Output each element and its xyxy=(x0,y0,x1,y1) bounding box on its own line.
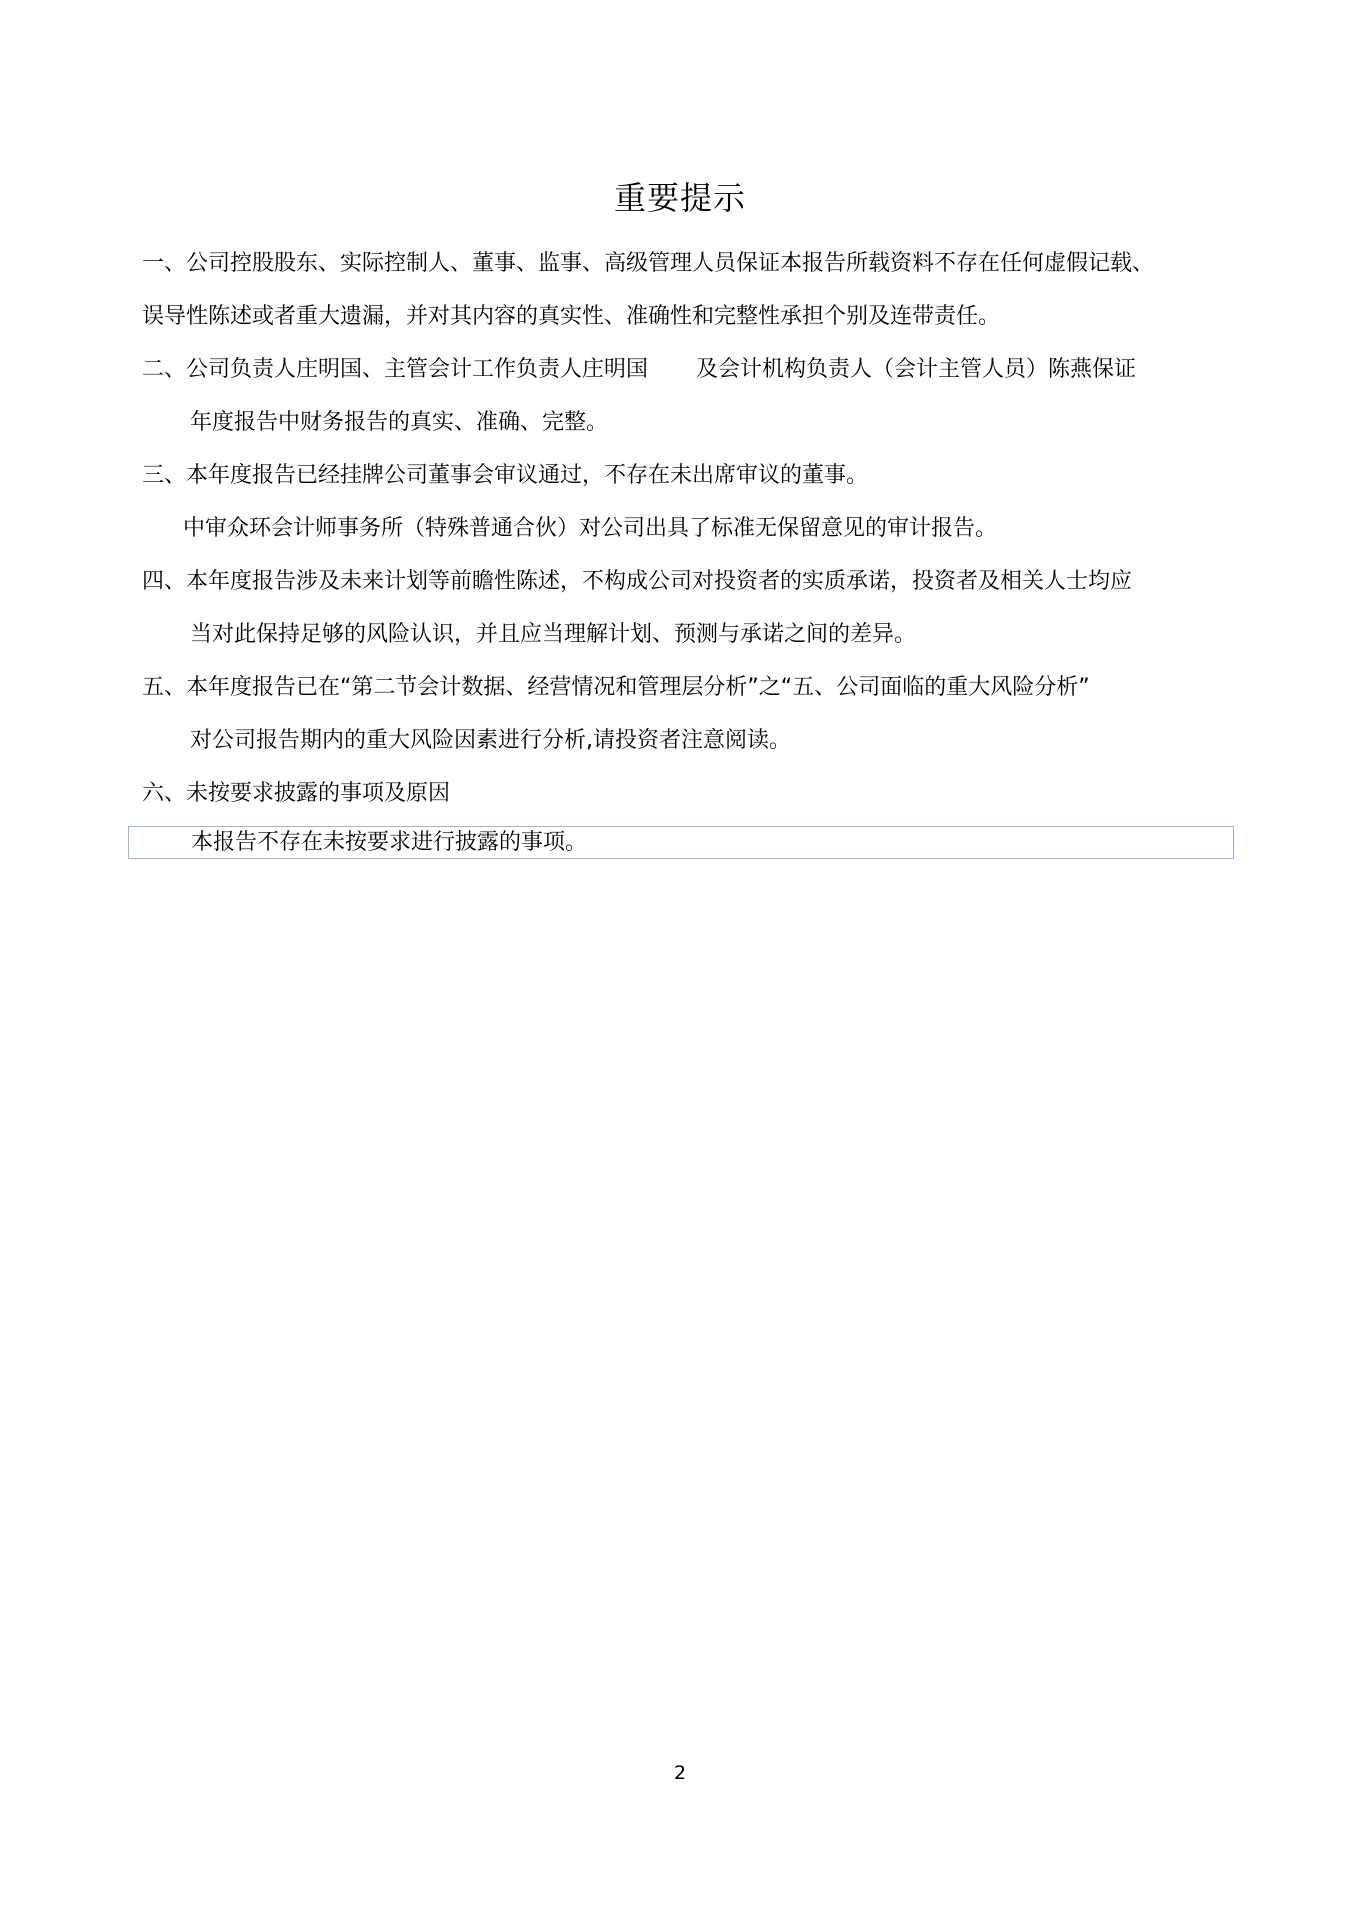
page-number: 2 xyxy=(673,1762,687,1784)
notice-item-6-heading: 六、未按要求披露的事项及原因 xyxy=(142,781,451,806)
undisclosed-matters-box xyxy=(128,826,1234,859)
notice-item-2-part-2: 及会计机构负责人（会计主管人员）陈燕保证 xyxy=(696,357,1137,382)
notice-item-5-line-2: 对公司报告期内的重大风险因素进行分析,请投资者注意阅读。 xyxy=(190,728,791,753)
notice-item-3-line-1: 三、本年度报告已经挂牌公司董事会审议通过，不存在未出席审议的董事。 xyxy=(142,463,869,488)
notice-item-5-line-1: 五、本年度报告已在“第二节会计数据、经营情况和管理层分析”之“五、公司面临的重大风险分析” xyxy=(142,675,1090,700)
notice-item-2-line-1 xyxy=(142,354,1136,386)
notice-item-1-line-2: 误导性陈述或者重大遗漏，并对其内容的真实性、准确性和完整性承担个别及连带责任。 xyxy=(142,304,1001,329)
undisclosed-matters-text: 本报告不存在未按要求进行披露的事项。 xyxy=(191,830,588,855)
notice-item-3-line-2: 中审众环会计师事务所（特殊普通合伙）对公司出具了标准无保留意见的审计报告。 xyxy=(183,516,998,541)
page-title: 重要提示 xyxy=(613,179,746,217)
notice-item-2-part-1: 二、公司负责人庄明国、主管会计工作负责人庄明国 xyxy=(142,357,649,382)
notice-item-2-line-2: 年度报告中财务报告的真实、准确、完整。 xyxy=(190,410,609,435)
notice-item-4-line-1: 四、本年度报告涉及未来计划等前瞻性陈述，不构成公司对投资者的实质承诺，投资者及相关人士均应 xyxy=(142,569,1133,594)
notice-item-4-line-2: 当对此保持足够的风险认识，并且应当理解计划、预测与承诺之间的差异。 xyxy=(190,622,917,647)
notice-item-1-line-1: 一、公司控股股东、实际控制人、董事、监事、高级管理人员保证本报告所载资料不存在任何虚假记载、 xyxy=(142,251,1155,276)
